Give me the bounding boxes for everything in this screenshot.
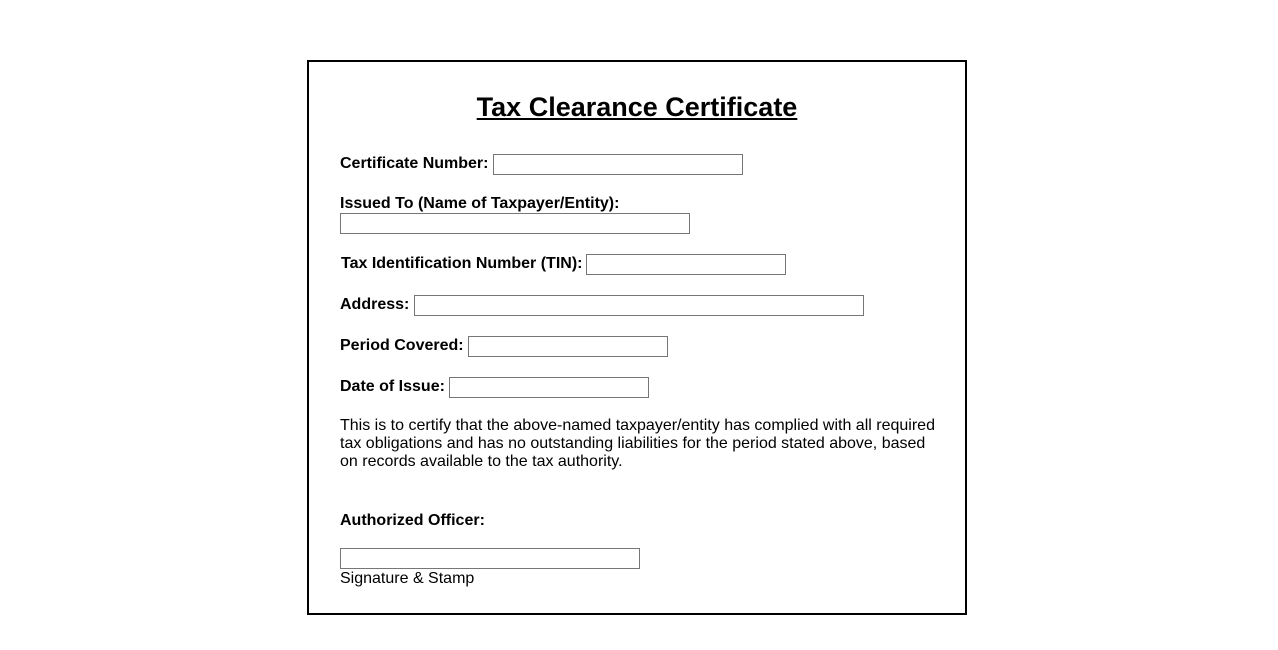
tin-label: Tax Identification Number (TIN): xyxy=(341,255,583,272)
date-of-issue-label: Date of Issue: xyxy=(340,378,445,395)
authorized-officer-label: Authorized Officer: xyxy=(340,512,485,529)
period-covered-input[interactable] xyxy=(468,336,668,357)
period-covered-label: Period Covered: xyxy=(340,337,464,354)
signature-input[interactable] xyxy=(340,548,640,569)
certification-statement: This is to certify that the above-named taxpayer/entity has complied with all required tax obligations and has no outstanding liabilities for the period stated above, based on records available to the tax authority. xyxy=(340,417,935,470)
signature-caption: Signature & Stamp xyxy=(340,570,475,587)
address-label: Address: xyxy=(340,296,410,313)
issued-to-input[interactable] xyxy=(340,213,690,234)
date-of-issue-input[interactable] xyxy=(449,377,649,398)
certificate-number-label: Certificate Number: xyxy=(340,155,489,172)
issued-to-label: Issued To (Name of Taxpayer/Entity): xyxy=(340,195,620,212)
address-input[interactable] xyxy=(414,295,864,316)
tin-input[interactable] xyxy=(586,254,786,275)
certificate-number-input[interactable] xyxy=(493,154,743,175)
certificate-form xyxy=(307,60,967,615)
certificate-title: Tax Clearance Certificate xyxy=(476,92,798,122)
